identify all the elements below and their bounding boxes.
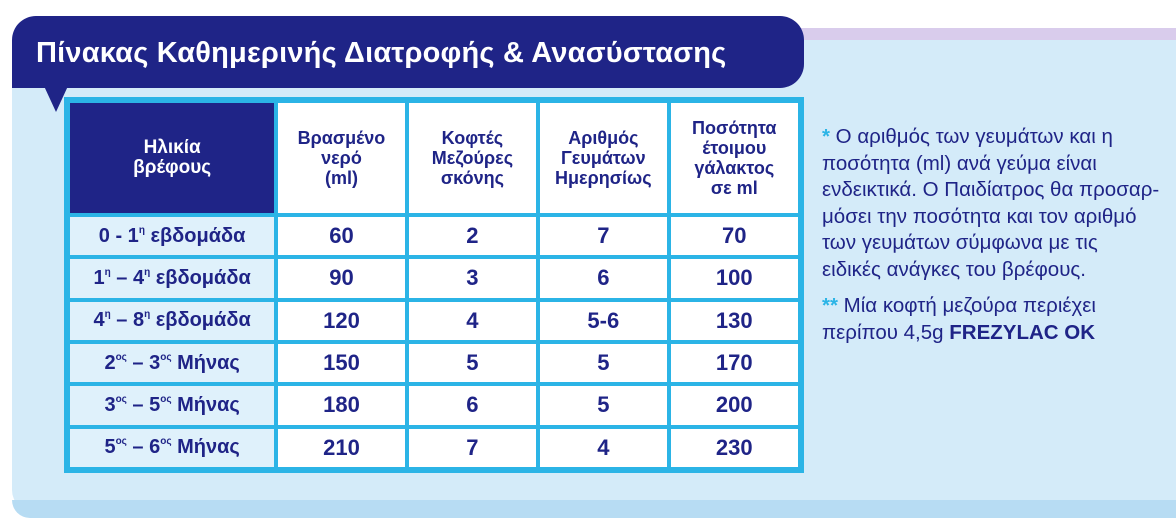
age-unit: εβδομάδα [144,224,246,247]
panel-bottom-edge [12,500,1176,518]
age-unit: Μήνας [171,393,240,416]
scoops-cell: 7 [407,427,538,469]
ordinal-suffix: η [138,224,145,236]
header-scoops-line: σκόνης [440,168,504,188]
water-cell: 150 [276,342,406,384]
age-cell [68,342,276,384]
age-cell [68,257,276,299]
age-start: 0 - 1 [98,224,139,247]
milk-cell: 70 [669,215,800,257]
age-end: – 8 [110,309,145,332]
ordinal-suffix: ος [115,351,127,363]
milk-cell: 200 [669,384,800,426]
header-water-line: (ml) [324,168,358,188]
table-row [68,257,800,299]
header-age [68,101,276,215]
ordinal-suffix: ος [160,351,172,363]
milk-cell: 130 [669,300,800,342]
water-cell: 90 [276,257,406,299]
header-meals-line: Ημερησίως [555,168,652,188]
age-cell [68,300,276,342]
age-end: – 3 [126,351,161,374]
scoops-cell: 2 [407,215,538,257]
header-milk-line: έτοιμου [702,138,767,158]
age-unit: Μήνας [171,436,240,459]
header-milk-line: σε ml [710,178,758,198]
table-row [68,384,800,426]
ordinal-suffix: ος [115,436,127,448]
age-unit: εβδομάδα [150,266,251,289]
brand-name: FREZYLAC OK [949,320,1096,344]
ordinal-suffix: η [144,266,151,278]
header-milk-line: Ποσότητα [692,118,777,138]
table-row [68,427,800,469]
ordinal-suffix: ος [160,393,172,405]
meals-cell: 5 [538,342,668,384]
header-meals-line: Γευμάτων [560,148,646,168]
header-age-line: Ηλικία [143,137,201,158]
header-water-line: Βρασμένο [297,128,386,148]
age-start: 1 [93,266,105,289]
header-water [276,101,406,215]
milk-cell: 100 [669,257,800,299]
age-cell [68,384,276,426]
age-start: 3 [104,393,116,416]
double-asterisk-marker: ** [822,294,838,317]
age-start: 2 [104,351,116,374]
ordinal-suffix: ος [115,393,127,405]
header-scoops [407,101,538,215]
age-end: – 4 [110,266,145,289]
asterisk-marker: * [822,125,830,148]
header-meals-line: Αριθμός [568,128,639,148]
meals-cell: 7 [538,215,668,257]
meals-cell: 4 [538,427,668,469]
header-milk [669,101,800,215]
ordinal-suffix: ος [160,436,172,448]
note-1 [822,124,1162,283]
meals-cell: 6 [538,257,668,299]
notes-block [822,124,1162,346]
age-unit: εβδομάδα [150,309,251,332]
milk-cell: 230 [669,427,800,469]
table-row [68,300,800,342]
page-title: Πίνακας Καθημερινής Διατροφής & Ανασύστασης [36,37,727,69]
table-header-row [68,101,800,215]
meals-cell: 5-6 [538,300,668,342]
note-1-text: Ο αριθμός των γευμάτων και η ποσότητα (ml) ανά γεύμα είναι ενδεικτικά. Ο Παιδίατρος θα προσαρ-μόσει την ποσότητα και τον αριθμό των γευμάτων σύμφωνα με τις ειδικές ανάγκες του βρέφους. [822,125,1160,281]
age-end: – 5 [126,393,161,416]
header-scoops-line: Κοφτές [441,128,504,148]
ordinal-suffix: η [104,266,111,278]
scoops-cell: 6 [407,384,538,426]
table-row [68,342,800,384]
ordinal-suffix: η [144,309,151,321]
header-meals [538,101,668,215]
water-cell: 120 [276,300,406,342]
milk-cell: 170 [669,342,800,384]
header-scoops-line: Μεζούρες [431,148,514,168]
scoops-cell: 4 [407,300,538,342]
header-water-line: νερό [321,148,362,168]
ordinal-suffix: η [104,309,111,321]
age-start: 4 [93,309,105,332]
water-cell: 210 [276,427,406,469]
scoops-cell: 3 [407,257,538,299]
header-age-line: βρέφους [133,157,212,178]
water-cell: 180 [276,384,406,426]
feeding-table [64,97,804,473]
age-cell [68,427,276,469]
water-cell: 60 [276,215,406,257]
age-start: 5 [104,436,116,459]
header-milk-line: γάλακτος [694,158,775,178]
age-unit: Μήνας [171,351,240,374]
scoops-cell: 5 [407,342,538,384]
meals-cell: 5 [538,384,668,426]
age-end: – 6 [126,436,161,459]
note-2 [822,293,1162,346]
note-2-text: Μία κοφτή μεζούρα περιέχει περίπου 4,5g [822,294,1096,344]
age-cell [68,215,276,257]
table-row [68,215,800,257]
